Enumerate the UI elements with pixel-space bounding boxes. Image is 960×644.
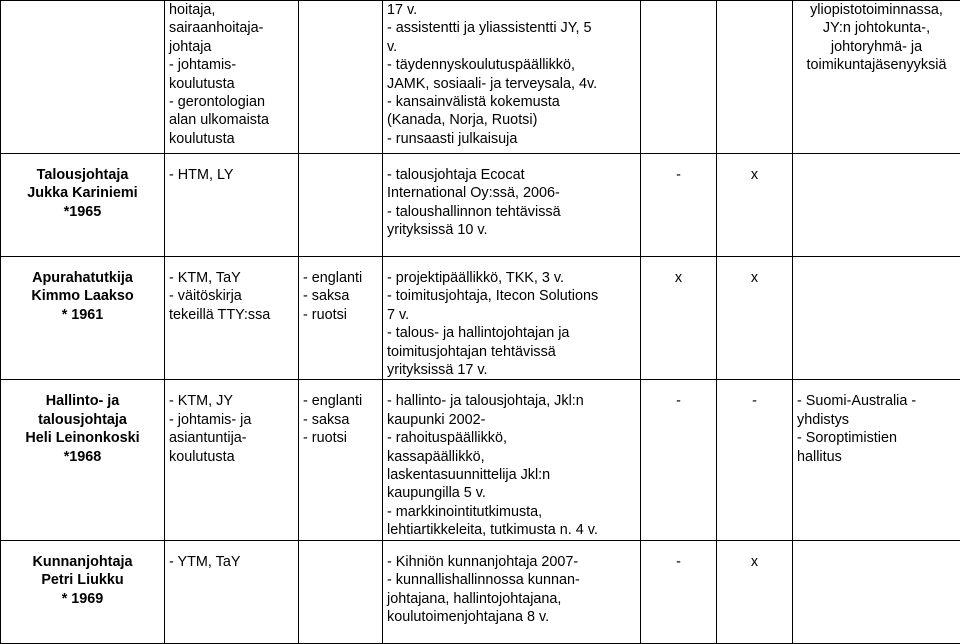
languages-cell: - englanti - saksa - ruotsi (299, 380, 383, 540)
person-cell: Kunnanjohtaja Petri Liukku * 1969 (1, 540, 165, 643)
experience-cell: - Kihniön kunnanjohtaja 2007- - kunnallishallinnossa kunnan- johtajana, hallintojohtajana, koulutoimenjohtajana 8 v. (383, 540, 641, 643)
experience-cell: - hallinto- ja talousjohtaja, Jkl:n kaupunki 2002- - rahoituspäällikkö, kassapäällikkö, laskentasuunnittelija Jkl:n kaupungilla 5 v. - markkinointitutkimusta, lehtiartikkeleita, tutkimusta n. 4 v. (383, 380, 641, 540)
education-cell: - KTM, JY - johtamis- ja asiantuntija- koulutusta (165, 380, 299, 540)
languages-cell (299, 1, 383, 154)
person-cell (1, 1, 165, 154)
person-cell: Talousjohtaja Jukka Kariniemi *1965 (1, 154, 165, 257)
table-row (1, 540, 960, 643)
education-cell: hoitaja, sairaanhoitaja- johtaja - johtamis- koulutusta - gerontologian alan ulkomaista koulutusta (165, 1, 299, 154)
other-cell (793, 540, 960, 643)
mark2-cell: x (717, 154, 793, 257)
person-cell: Apurahatutkija Kimmo Laakso * 1961 (1, 257, 165, 380)
mark1-cell: - (641, 540, 717, 643)
mark1-cell: - (641, 154, 717, 257)
table-row (1, 154, 960, 257)
table-row (1, 257, 960, 380)
other-cell: yliopistotoiminnassa, JY:n johtokunta-, johtoryhmä- ja toimikuntajäsenyyksiä (793, 1, 960, 154)
education-cell: - HTM, LY (165, 154, 299, 257)
mark2-cell (717, 1, 793, 154)
languages-cell: - englanti - saksa - ruotsi (299, 257, 383, 380)
table-row (1, 380, 960, 540)
experience-cell: - projektipäällikkö, TKK, 3 v. - toimitusjohtaja, Itecon Solutions 7 v. - talous- ja hallintojohtajan ja toimitusjohtajan tehtävissä yrityksissä 17 v. (383, 257, 641, 380)
other-cell (793, 154, 960, 257)
mark2-cell: x (717, 540, 793, 643)
mark2-cell: - (717, 380, 793, 540)
mark1-cell (641, 1, 717, 154)
experience-cell: 17 v. - assistentti ja yliassistentti JY, 5 v. - täydennyskoulutuspäällikkö, JAMK, sosiaali- ja terveysala, 4v. - kansainvälistä kokemusta (Kanada, Norja, Ruotsi) - runsaasti julkaisuja (383, 1, 641, 154)
education-cell: - YTM, TaY (165, 540, 299, 643)
languages-cell (299, 540, 383, 643)
mark1-cell: x (641, 257, 717, 380)
languages-cell (299, 154, 383, 257)
other-cell: - Suomi-Australia - yhdistys - Soroptimistien hallitus (793, 380, 960, 540)
table-row (1, 1, 960, 154)
mark2-cell: x (717, 257, 793, 380)
person-cell: Hallinto- ja talousjohtaja Heli Leinonkoski *1968 (1, 380, 165, 540)
experience-cell: - talousjohtaja Ecocat International Oy:ssä, 2006- - taloushallinnon tehtävissä yrityksissä 10 v. (383, 154, 641, 257)
other-cell (793, 257, 960, 380)
education-cell: - KTM, TaY - väitöskirja tekeillä TTY:ssa (165, 257, 299, 380)
mark1-cell: - (641, 380, 717, 540)
